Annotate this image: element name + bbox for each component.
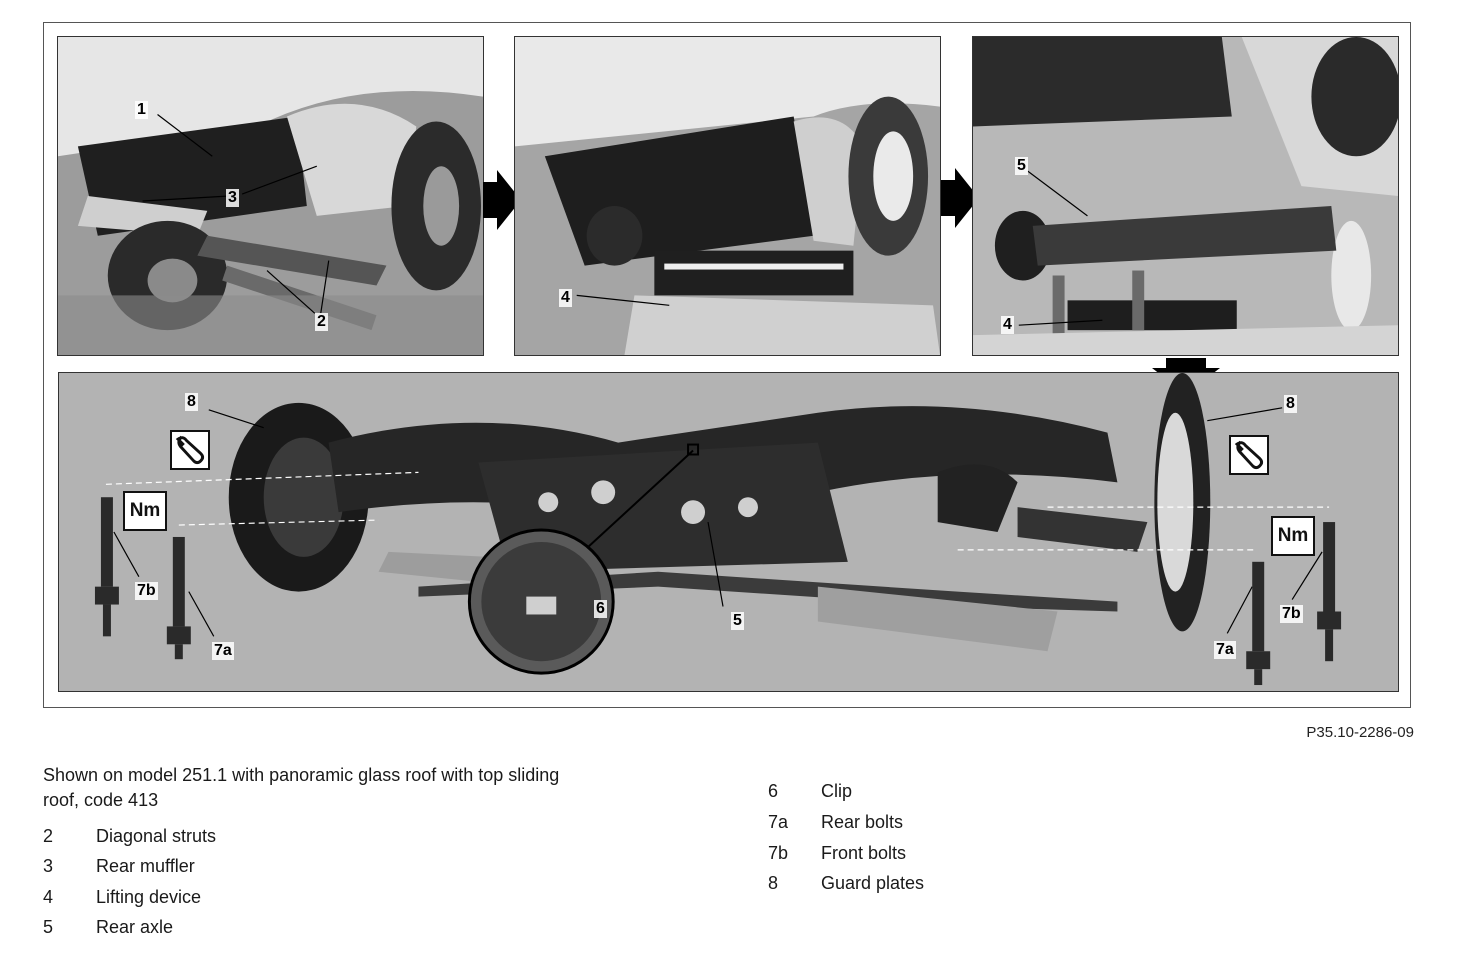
legend-number: 6 — [768, 781, 779, 801]
callout-3: 3 — [228, 189, 237, 206]
legend-label: Rear muffler — [96, 856, 195, 876]
callout-4: 4 — [1003, 316, 1012, 333]
callout-7b-right: 7b — [1282, 605, 1301, 622]
callout-8-left: 8 — [187, 393, 196, 410]
callout-7a-left: 7a — [214, 642, 232, 659]
legend-number: 7a — [768, 812, 789, 832]
photo-panel-2 — [514, 36, 941, 356]
callout-7b-left: 7b — [137, 582, 156, 599]
torque-label: Nm — [1277, 525, 1309, 546]
legend-label: Front bolts — [821, 843, 907, 863]
callout-7a-right: 7a — [1216, 641, 1234, 658]
callout-4: 4 — [561, 289, 570, 306]
torque-nm-icon — [123, 491, 167, 531]
legend-label: Rear axle — [96, 917, 174, 937]
photo-panel-1 — [57, 36, 484, 356]
legend-number: 7b — [768, 843, 789, 863]
callout-5: 5 — [1017, 157, 1026, 174]
legend-number: 3 — [43, 856, 54, 876]
callout-6: 6 — [596, 600, 605, 617]
wrench-icon — [1229, 435, 1269, 475]
legend-number: 2 — [43, 826, 54, 846]
legend-number: 4 — [43, 887, 54, 907]
photo-panel-3 — [972, 36, 1399, 356]
callout-1: 1 — [137, 101, 146, 118]
figure-caption: Shown on model 251.1 with panoramic glass roof with top sliding roof, code 413 — [43, 765, 560, 810]
rear-axle-photo — [58, 372, 1399, 692]
callout-5: 5 — [733, 612, 742, 629]
callout-2: 2 — [317, 313, 326, 330]
legend-label: Clip — [821, 781, 853, 801]
legend-number: 5 — [43, 917, 54, 937]
legend-label: Lifting device — [96, 887, 202, 907]
legend-label: Guard plates — [821, 873, 925, 893]
wrench-icon — [170, 430, 210, 470]
torque-label: Nm — [129, 500, 161, 521]
legend-label: Rear bolts — [821, 812, 904, 832]
legend-label: Diagonal struts — [96, 826, 217, 846]
torque-nm-icon — [1271, 516, 1315, 556]
figure-reference: P35.10-2286-09 — [1306, 724, 1414, 741]
legend-number: 8 — [768, 873, 779, 893]
callout-8-right: 8 — [1286, 395, 1295, 412]
